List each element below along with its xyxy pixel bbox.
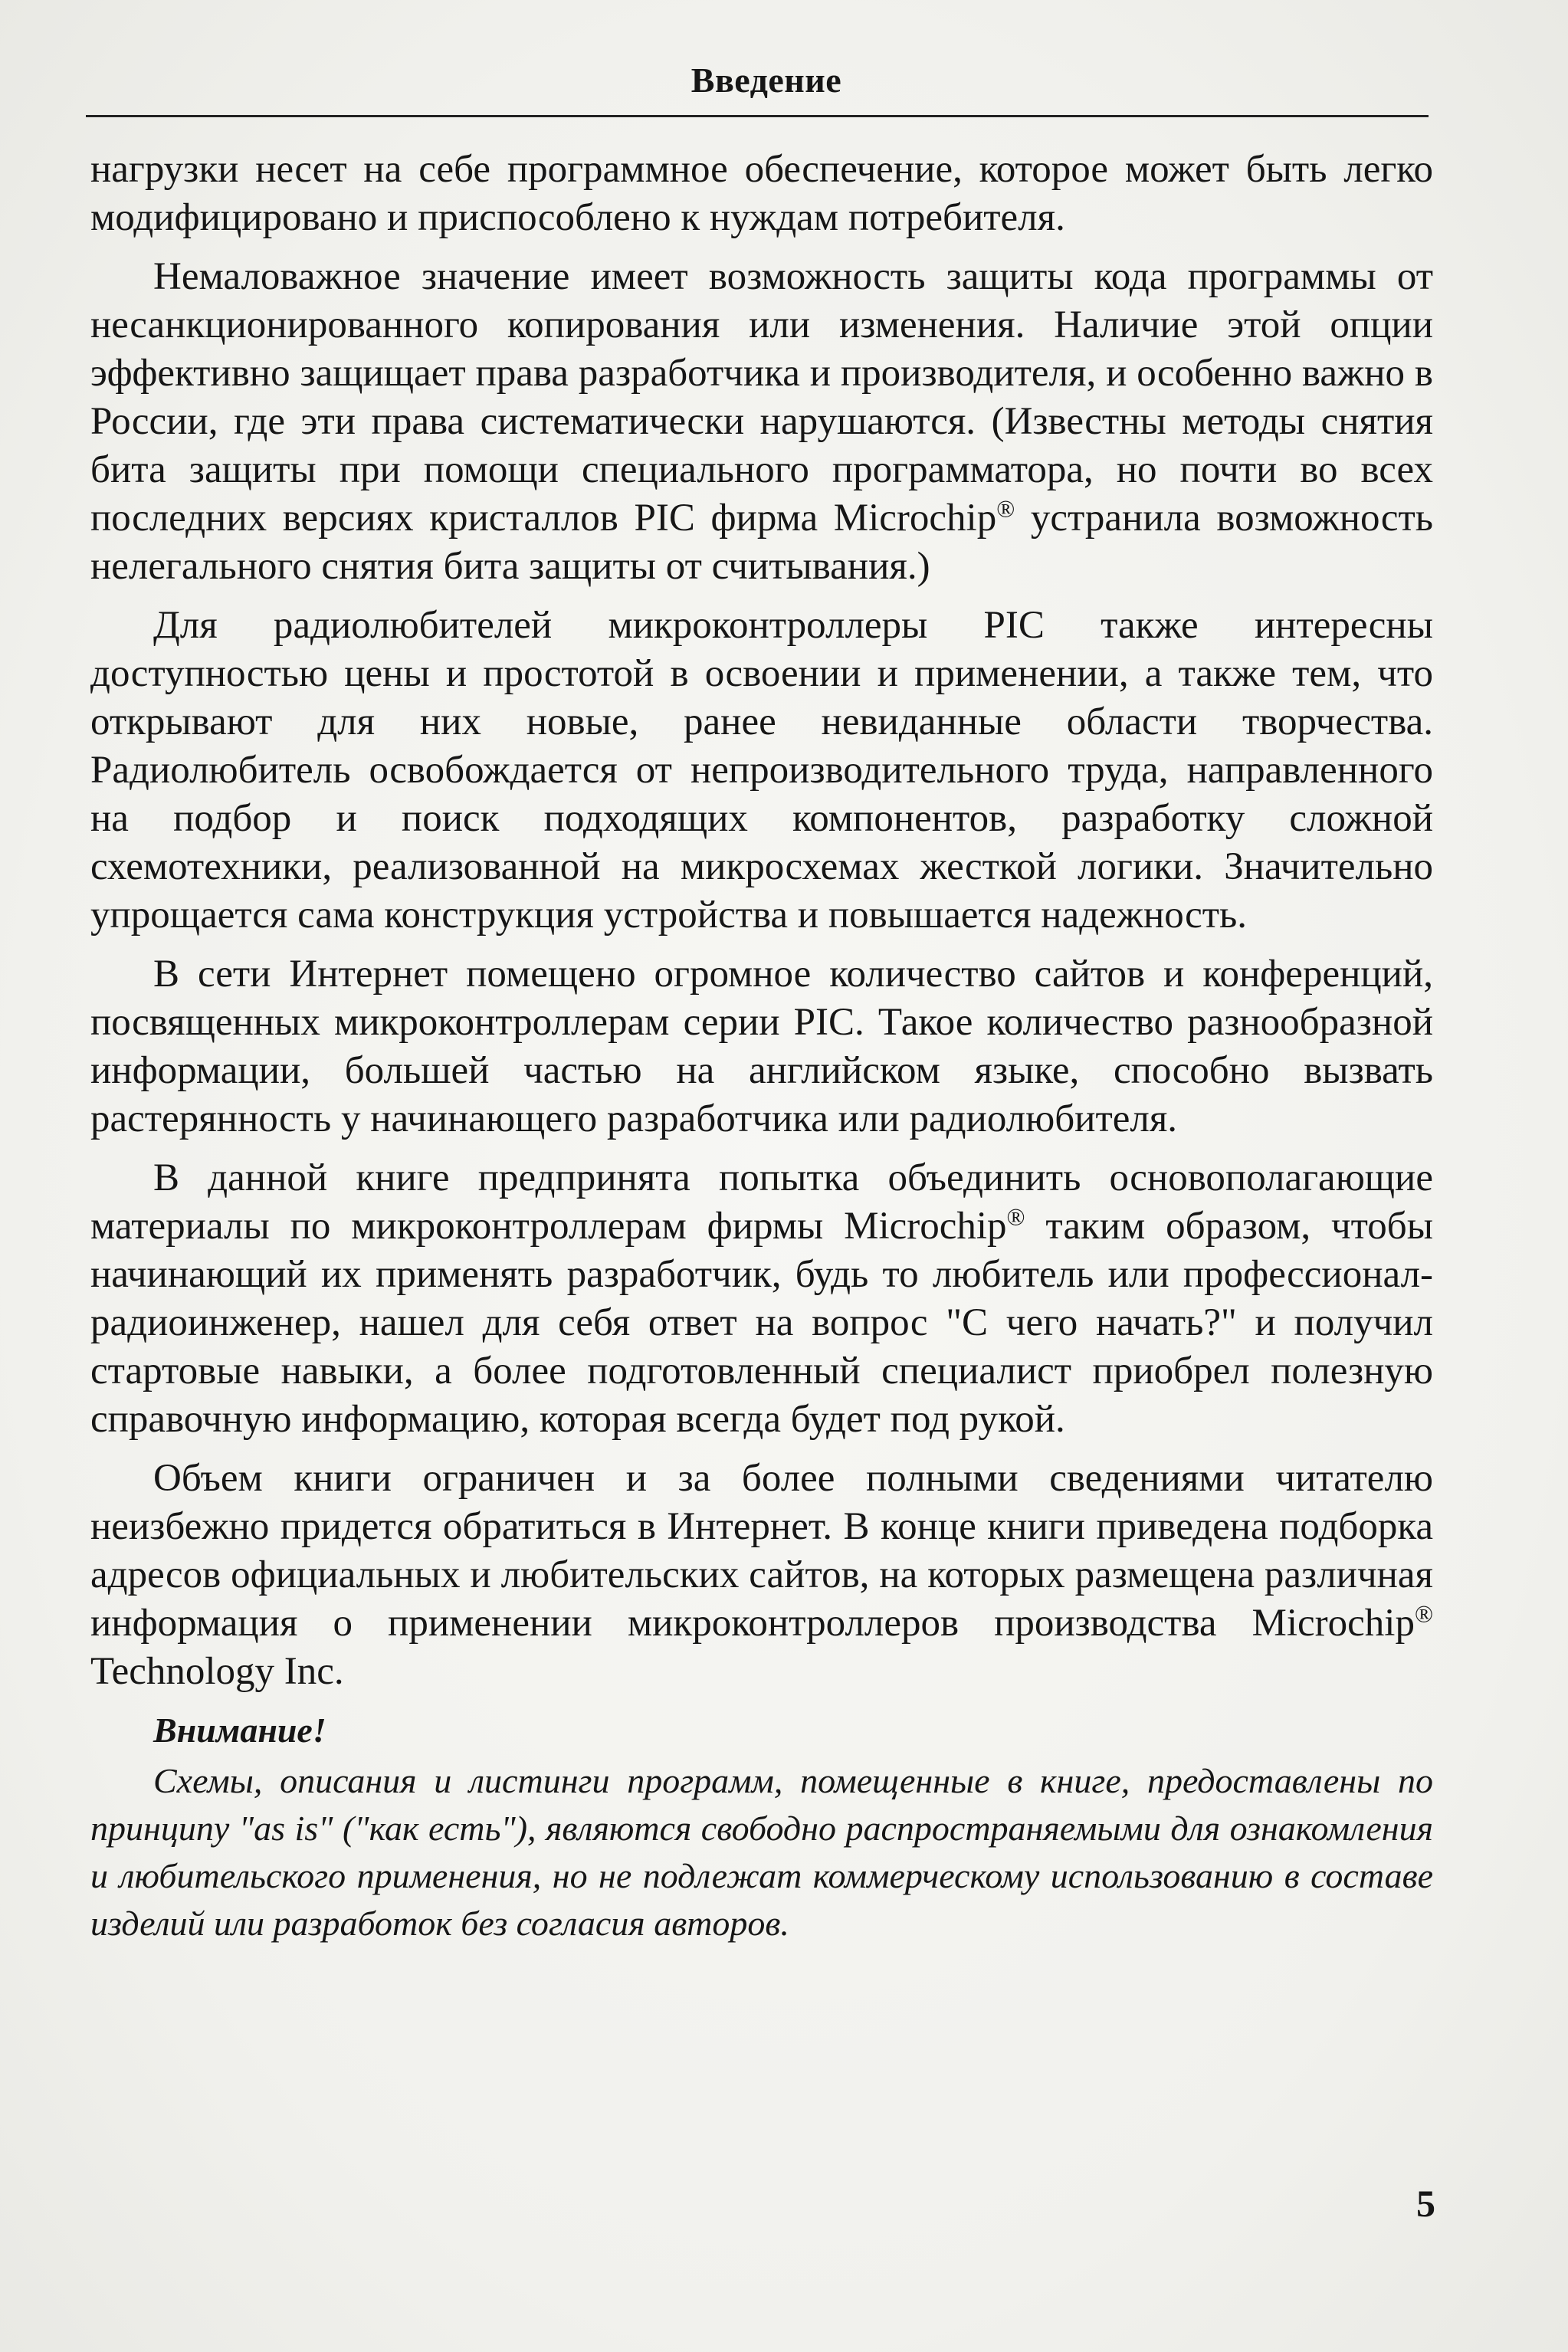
running-header-title: Введение xyxy=(691,61,842,100)
paragraph-5-text-end: таким образом, чтобы начинающий их применять разработчик, будь то любитель или профессионал-радиоинженер, нашел для себя ответ на вопрос "С чего начать?" и получил стартовые навыки, а более подготовленный специалист приобрел полезную справочную информацию, которая всегда будет под рукой. xyxy=(90,1205,1434,1441)
paragraph-1-text: нагрузки несет на себе программное обеспечение, которое может быть легко модифицировано и приспособлено к нуждам потребителя. xyxy=(90,148,1433,239)
paragraph-1 xyxy=(90,146,1433,242)
paragraph-6-text-start: Объем книги ограничен и за более полными сведениями читателю неизбежно придется обратиться в Интернет. В конце книги приведена подборка адресов официальных и любительских сайтов, на которых размещена различная информация о применении микроконтроллеров производства Microchip xyxy=(90,1457,1433,1645)
paragraph-2-text-start: Немаловажное значение имеет возможность защиты кода программы от несанкционированного копирования или изменения. Наличие этой опции эффективно защищает права разработчика и производителя, и особенно важно в России, где эти права систематически нарушаются. (Известны методы снятия бита защиты при помощи специального программатора, но почти во всех последних версиях кристаллов PIC фирма Microchip xyxy=(90,255,1433,540)
header-divider-rule xyxy=(86,115,1429,117)
registered-trademark-mark: ® xyxy=(996,495,1015,523)
page-number: 5 xyxy=(1416,2182,1435,2225)
paragraph-3 xyxy=(90,602,1433,940)
paragraph-5-text-start: В данной книге предпринята попытка объединить основополагающие материалы по микроконтроллерам фирмы Microchip xyxy=(90,1156,1433,1248)
paragraph-2-text-end: устранила возможность нелегального снятия бита защиты от считывания.) xyxy=(90,497,1434,588)
paragraph-5 xyxy=(90,1154,1433,1444)
paragraph-3-text: Для радиолюбителей микроконтроллеры PIC также интересны доступностью цены и простотой в освоении и применении, а также тем, что открывают для них новые, ранее невиданные области творчества. Радиолюбитель освобождается от непроизводительного труда, направленного на подбор и поиск подходящих компонентов, разработку сложной схемотехники, реализованной на микросхемах жесткой логики. Значительно упрощается сама конструкция устройства и повышается надежность. xyxy=(90,604,1433,937)
paragraph-4 xyxy=(90,950,1433,1143)
paragraph-2 xyxy=(90,253,1433,591)
registered-trademark-mark: ® xyxy=(1414,1600,1433,1628)
registered-trademark-mark: ® xyxy=(1006,1203,1025,1231)
paragraph-6-text-end: Technology Inc. xyxy=(90,1650,344,1693)
paragraph-6 xyxy=(90,1455,1433,1696)
paragraph-4-text: В сети Интернет помещено огромное количество сайтов и конференций, посвященных микроконтроллерам серии PIC. Такое количество разнообразной информации, большей частью на английском языке, способно вызвать растерянность у начинающего разработчика или радиолюбителя. xyxy=(90,953,1433,1140)
note-heading: Внимание! xyxy=(153,1711,326,1750)
note-text: Схемы, описания и листинги программ, помещенные в книге, предоставлены по принципу "as is" ("как есть"), являются свободно распространяемыми для ознакомления и любительского применения, но не подлежат коммерческому использованию в составе изделий или разработок без согласия авторов. xyxy=(90,1761,1433,1943)
page-body xyxy=(90,146,1433,1947)
